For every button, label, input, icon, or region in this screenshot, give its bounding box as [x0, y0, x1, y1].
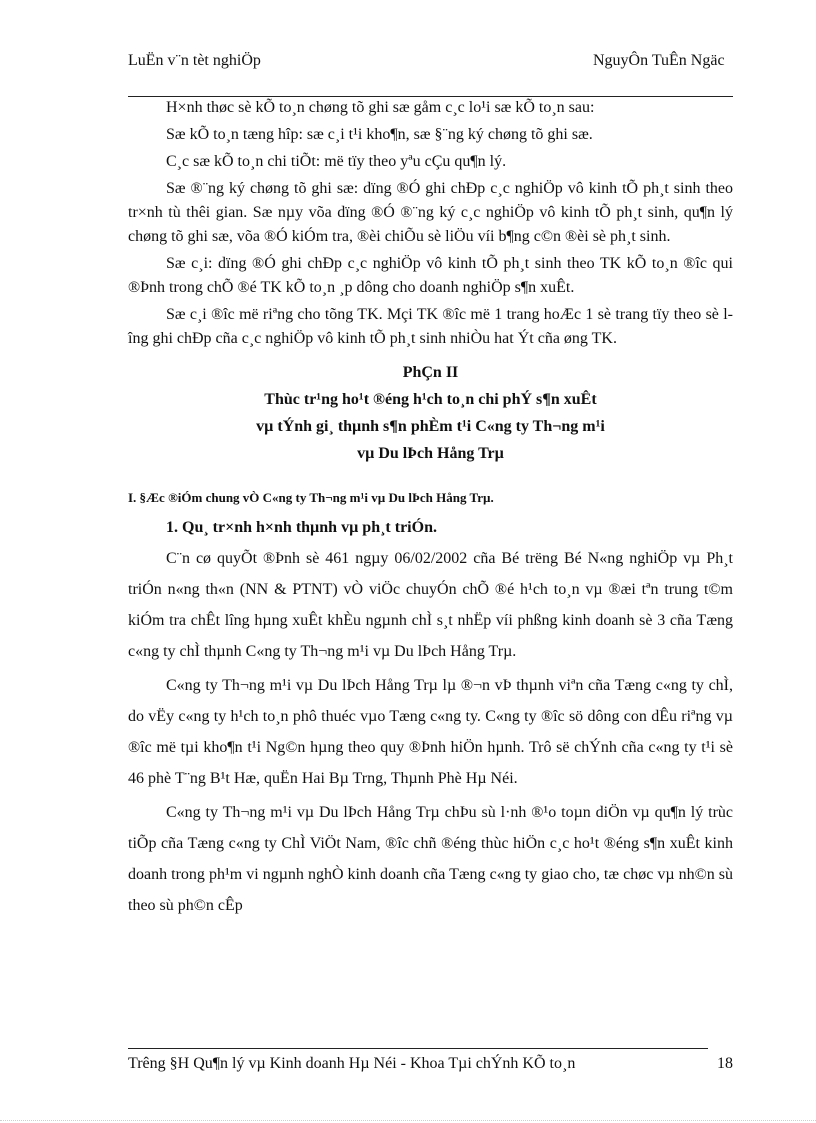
page-number: 18 [717, 1055, 733, 1072]
page-header [128, 50, 733, 97]
paragraph: Sæ ®¨ng ký chøng tõ ghi sæ: dïng ®Ó ghi chÐp c¸c nghiÖp vô kinh tÕ ph¸t sinh theo tr×nh tù thêi gian. Sæ nµy võa dïng ®Ó ®¨ng ký c¸c nghiÖp vô kinh tÕ ph¸t sinh, qu¶n lý chøng tõ ghi sæ, võa ®Ó kiÓm tra, ®èi chiÕu sè liÖu víi b¶ng c©n ®èi sè ph¸t sinh. [128, 180, 733, 245]
part-title-line: vµ Du lÞch Hång Trµ [357, 445, 504, 462]
page-bottom-divider [0, 1120, 816, 1121]
paragraph: C¸c sæ kÕ to¸n chi tiÕt: më tïy theo yªu cÇu qu¶n lý. [166, 153, 507, 170]
footer-divider [128, 1048, 708, 1049]
header-author-name: NguyÔn TuÊn Ngäc [593, 52, 725, 69]
paragraph: Sæ c¸i ®îc më riªng cho tõng TK. Mçi TK ®îc më 1 trang hoÆc 1 sè trang tïy theo sè lîng ghi chÐp cña c¸c nghiÖp vô kinh tÕ ph¸t sinh nhiÒu hat Ýt cña øng TK. [128, 306, 733, 347]
part-title [128, 359, 733, 467]
paragraph: Sæ kÕ to¸n tæng hîp: sæ c¸i t¹i kho¶n, sæ §¨ng ký chøng tõ ghi sæ. [166, 126, 593, 143]
part-title-line: PhÇn II [402, 364, 459, 381]
paragraph: C«ng ty Th¬ng m¹i vµ Du lÞch Hång Trµ chÞu sù l·nh ®¹o toµn diÖn vµ qu¶n lý trùc tiÕp cña Tæng c«ng ty ChÌ ViÖt Nam, ®îc chñ ®éng thùc hiÖn c¸c ho¹t ®éng s¶n xuÊt kinh doanh trong ph¹m vi ngµnh nghÒ kinh doanh cña Tæng c«ng ty giao cho, tæ chøc vµ nh©n sù theo sù ph©n cÊp [128, 804, 733, 914]
paragraph: Sæ c¸i: dïng ®Ó ghi chÐp c¸c nghiÖp vô kinh tÕ ph¸t sinh theo TK kÕ to¸n ®îc qui ®Þnh trong chÕ ®é TK kÕ to¸n ¸p dông cho doanh nghiÖp s¶n xuÊt. [128, 255, 733, 296]
paragraph: C«ng ty Th¬ng m¹i vµ Du lÞch Hång Trµ lµ ®¬n vÞ thµnh viªn cña Tæng c«ng ty chÌ, do vËy c«ng ty h¹ch to¸n phô thuéc vµo Tæng c«ng ty. C«ng ty ®îc sö dông con dÊu riªng vµ ®îc më tµi kho¶n t¹i Ng©n hµng theo quy ®Þnh hiÖn hµnh. Trô së chÝnh cña c«ng ty t¹i sè 46 phè T¨ng B¹t Hæ, quËn Hai Bµ Trng, Thµnh Phè Hµ Néi. [128, 677, 733, 787]
footer-university: Trêng §H Qu¶n lý vµ Kinh doanh Hµ Néi - Khoa Tµi chÝnh KÕ to¸n [128, 1055, 576, 1072]
part-title-line: vµ tÝnh gi¸ thµnh s¶n phÈm t¹i C«ng ty Th¬ng m¹i [256, 418, 605, 435]
subsection-title: 1. Qu¸ tr×nh h×nh thµnh vµ ph¸t triÓn. [166, 519, 437, 536]
section-title: I. §Æc ®iÓm chung vÒ C«ng ty Th¬ng m¹i vµ Du lÞch Hång Trµ. [128, 490, 494, 505]
paragraph: H×nh thøc sè kÕ to¸n chøng tõ ghi sæ gåm c¸c lo¹i sæ kÕ to¸n sau: [166, 99, 595, 116]
header-thesis-title: LuËn v¨n tèt nghiÖp [128, 52, 261, 69]
page-body [128, 96, 733, 921]
paragraph: C¨n cø quyÕt ®Þnh sè 461 ngµy 06/02/2002 cña Bé trëng Bé N«ng nghiÖp vµ Ph¸t triÓn n«ng th«n (NN & PTNT) vÒ viÖc chuyÓn chÕ ®é h¹ch to¸n vµ ®æi tªn trung t©m kiÓm tra chÊt lîng hµng xuÊt khÈu ngµnh chÌ s¸t nhËp víi phßng kinh doanh sè 3 cña Tæng c«ng ty chÌ thµnh C«ng ty Th¬ng m¹i vµ Du lÞch Hång Trµ. [128, 550, 733, 660]
part-title-line: Thùc tr¹ng ho¹t ®éng h¹ch to¸n chi phÝ s¶n xuÊt [264, 391, 597, 408]
